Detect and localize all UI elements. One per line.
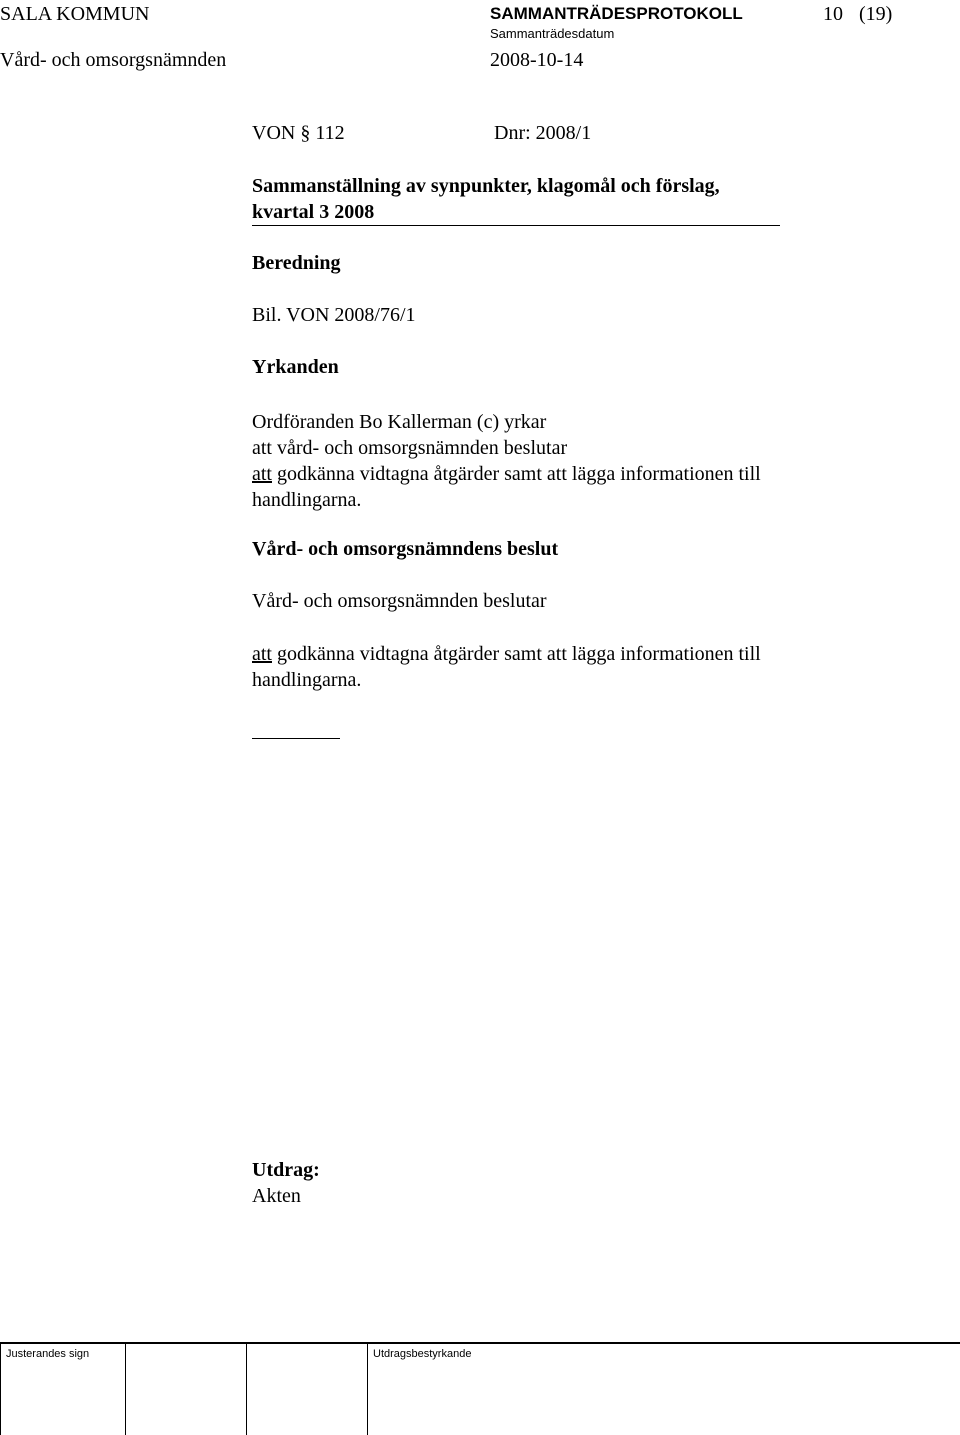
request-cell — [367, 1344, 368, 1435]
sign-cell-1 — [0, 1344, 1, 1435]
signature-table — [0, 1342, 960, 1435]
item-title-line1: Sammanställning av synpunkter, klagomål och förslag, — [252, 175, 720, 197]
beslut-line1: Vård- och omsorgsnämnden beslutar — [252, 590, 547, 612]
item-title-line2-text: kvartal 3 2008 — [252, 201, 375, 223]
page-current: 10 — [823, 3, 843, 25]
beslut-decision — [252, 641, 761, 693]
yrkanden-text — [252, 409, 761, 513]
yrkanden-line2: att vård- och omsorgsnämnden beslutar — [252, 437, 568, 459]
sign-cell-3 — [246, 1344, 247, 1435]
meeting-date: 2008-10-14 — [490, 49, 584, 71]
section-separator — [252, 738, 340, 739]
yrkanden-line3 — [252, 461, 761, 487]
yrkanden-line3-rest: godkänna vidtagna åtgärder samt att lägga informationen till — [272, 463, 761, 485]
beslut-line2 — [252, 641, 761, 667]
utdragsbestyrkande-label: Utdragsbestyrkande — [373, 1348, 472, 1360]
yrkanden-heading: Yrkanden — [252, 356, 339, 378]
committee-name: Vård- och omsorgsnämnden — [0, 49, 227, 71]
yrkanden-line4: handlingarna. — [252, 489, 362, 511]
item-number: VON § 112 — [252, 122, 345, 144]
yrkanden-att: att — [252, 463, 272, 485]
utdrag-heading: Utdrag: — [252, 1159, 320, 1181]
page-total: (19) — [859, 3, 893, 25]
beslut-line2-rest: godkänna vidtagna åtgärder samt att lägga informationen till — [272, 643, 761, 665]
beslut-heading: Vård- och omsorgsnämndens beslut — [252, 538, 559, 560]
diary-number: Dnr: 2008/1 — [494, 122, 592, 144]
item-title-line2 — [252, 201, 780, 226]
beredning-attachment: Bil. VON 2008/76/1 — [252, 304, 416, 326]
yrkanden-line1: Ordföranden Bo Kallerman (c) yrkar — [252, 411, 547, 433]
sign-cell-2 — [125, 1344, 126, 1435]
meeting-date-label: Sammanträdesdatum — [490, 26, 615, 41]
beslut-line3: handlingarna. — [252, 669, 362, 691]
beredning-heading: Beredning — [252, 252, 341, 274]
utdrag-recipient: Akten — [252, 1185, 301, 1207]
justerandes-sign-label: Justerandes sign — [6, 1348, 90, 1360]
organization-name: SALA KOMMUN — [0, 3, 150, 25]
document-type: SAMMANTRÄDESPROTOKOLL — [490, 4, 743, 23]
beslut-att: att — [252, 643, 272, 665]
page-number — [823, 3, 892, 26]
